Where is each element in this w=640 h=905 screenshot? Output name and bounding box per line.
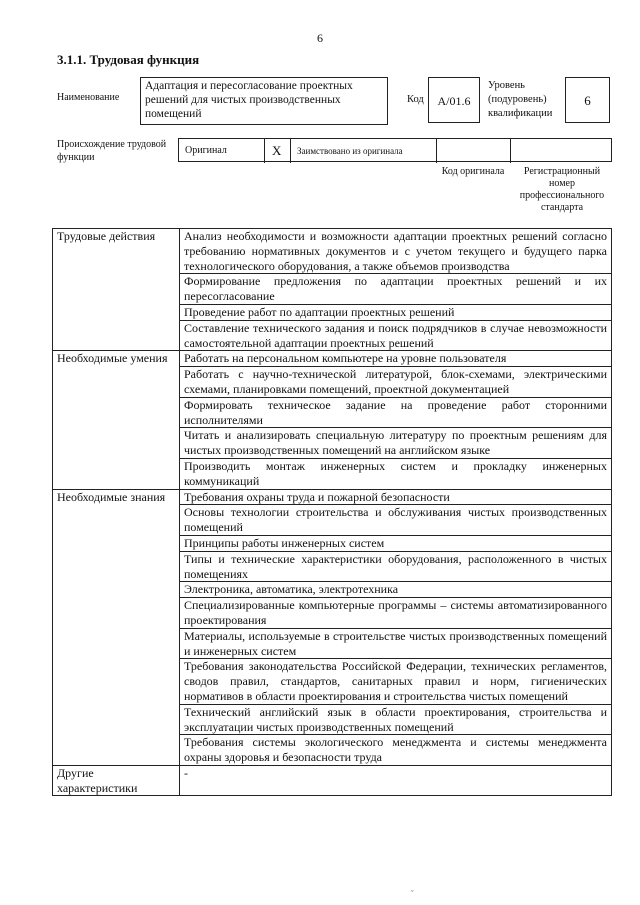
section-item: Требования охраны труда и пожарной безопасности [180, 489, 612, 505]
section-item: Принципы работы инженерных систем [180, 535, 612, 551]
section-item: Электроника, автоматика, электротехника [180, 582, 612, 598]
section-item: Формировать техническое задание на проведение работ сторонними исполнителями [180, 397, 612, 428]
section-title: Трудовые действия [53, 229, 180, 351]
code-box: A/01.6 [428, 77, 480, 123]
origin-row [178, 138, 612, 162]
origin-original-cell: Оригинал [179, 139, 265, 163]
section-item: Проведение работ по адаптации проектных решений [180, 304, 612, 320]
section-item: Технический английский язык в области проектирования, строительства и эксплуатации чистых производственных помещений [180, 704, 612, 735]
origin-label: Происхождение трудовой функции [57, 139, 167, 163]
origin-mark-cell: X [265, 139, 291, 163]
section-item: Производить монтаж инженерных систем и прокладку инженерных коммуникаций [180, 458, 612, 489]
function-name-box: Адаптация и пересогласование проектных решений для чистых производственных помещений [140, 77, 388, 125]
section-item: Работать с научно-технической литературой, блок-схемами, электрическими схемами, планировками помещений, проектной документацией [180, 367, 612, 398]
table-row [53, 351, 612, 367]
section-item: Материалы, используемые в строительстве чистых производственных помещений и инженерных систем [180, 628, 612, 659]
section-item: Формирование предложения по адаптации проектных решений и их пересогласование [180, 274, 612, 305]
table-row [53, 765, 612, 796]
section-title: Необходимые знания [53, 489, 180, 765]
name-label: Наименование [57, 92, 120, 103]
section-heading: 3.1.1. Трудовая функция [57, 52, 200, 67]
section-item: Читать и анализировать специальную литературу по проектным решениям для чистых производственных помещений на английском языке [180, 428, 612, 459]
section-item: Специализированные компьютерные программы – системы автоматизированного проектирования [180, 598, 612, 629]
table-row [53, 489, 612, 505]
table-row [53, 229, 612, 274]
origin-borrowed-cell: Заимствовано из оригинала [291, 139, 437, 163]
section-item: Типы и технические характеристики оборудования, расположенного в чистых помещениях [180, 551, 612, 582]
section-title: Необходимые умения [53, 351, 180, 489]
section-title: Другие характеристики [53, 765, 180, 796]
function-details-table [52, 228, 612, 796]
section-item: - [180, 765, 612, 796]
section-item: Требования системы экологического менеджмента и системы менеджмента охраны здоровья и безопасности труда [180, 735, 612, 766]
scan-mark: ˇ [411, 889, 414, 898]
section-item: Основы технологии строительства и обслуживания чистых производственных помещений [180, 505, 612, 536]
origin-code-cell [437, 139, 511, 163]
section-item: Требования законодательства Российской Федерации, технических регламентов, сводов правил, стандартов, санитарных правил и норм, гигиенических нормативов в области проектирования и строительства чистых помещений [180, 659, 612, 704]
section-item: Работать на персональном компьютере на уровне пользователя [180, 351, 612, 367]
original-code-caption: Код оригинала [441, 166, 505, 177]
level-box: 6 [565, 77, 610, 123]
code-label: Код [407, 94, 424, 105]
registration-number-caption: Регистрационный номер профессионального стандарта [519, 166, 605, 213]
level-label: Уровень (подуровень) квалификации [488, 80, 553, 119]
page-number: 6 [317, 31, 323, 45]
origin-reg-cell [511, 139, 613, 163]
section-item: Анализ необходимости и возможности адаптации проектных решений согласно требованию нормативных документов и с учетом текущего и будущего парка технологического оборудования, а также объемов производства [180, 229, 612, 274]
section-item: Составление технического задания и поиск подрядчиков в случае невозможности самостоятельной адаптации проектных решений [180, 320, 612, 351]
